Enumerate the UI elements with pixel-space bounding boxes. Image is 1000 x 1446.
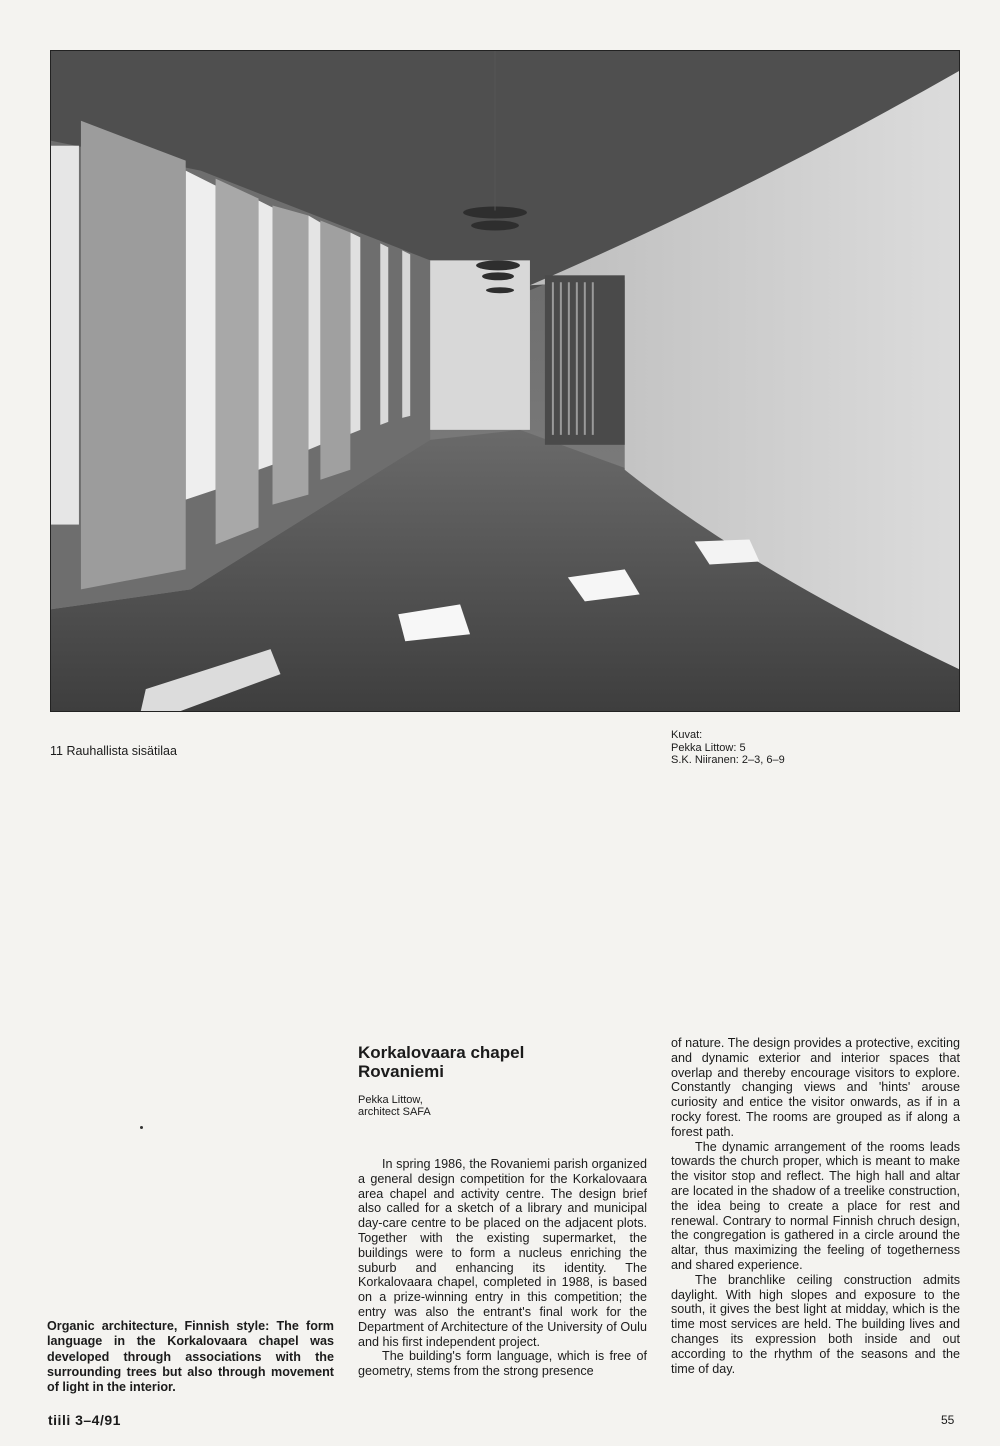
author-title: architect SAFA [358,1106,431,1118]
article-title [358,1044,648,1081]
body-column-1 [358,1157,647,1379]
interior-photo [50,50,960,712]
photo-credits [671,729,785,767]
title-line: Rovaniemi [358,1061,444,1081]
author-name: Pekka Littow, [358,1094,423,1106]
paragraph: The building's form language, which is free of geometry, stems from the strong presence [358,1349,647,1379]
paragraph: In spring 1986, the Rovaniemi parish organized a general design competition for the Korkalovaara area chapel and activity centre. The design brief also called for a sketch of a library and municipal day-care centre to be placed on the adjacent plots. Together with the existing supermarket, the buildings were to form a nucleus enriching the suburb and enhancing its identity. The Korkalovaara chapel, completed in 1988, is based on a prize-winning entry in this competition; the entry was also the entrant's final work for the Department of Architecture of the University of Oulu and his first independent project. [358,1157,647,1349]
title-line: Korkalovaara chapel [358,1043,525,1062]
body-column-2 [671,1036,960,1376]
print-speck [140,1126,143,1129]
corridor-image [51,51,959,711]
paragraph: The branchlike ceiling construction admits daylight. With high slopes and exposure to the south, it gives the best light at midday, which is the time most services are held. The building lives and changes its expression both inside and out according to the rhythm of the seasons and the time of day. [671,1272,960,1376]
paragraph: of nature. The design provides a protective, exciting and dynamic exterior and interior spaces that overlap and thereby encourage visitors to explore. Constantly changing views and 'hints' arouse curiosity and entice the visitor onwards, as if in a rocky forest. The rooms are grouped as if along a forest path. [671,1036,960,1139]
photo-caption: 11 Rauhallista sisätilaa [50,744,177,758]
journal-footer: tiili 3–4/91 [48,1412,121,1428]
credits-heading: Kuvat: [671,729,703,741]
author [358,1094,648,1118]
page-number: 55 [941,1413,955,1427]
paragraph: The dynamic arrangement of the rooms leads towards the church proper, which is meant to make the visitor stop and reflect. The high hall and altar are located in the shadow of a treelike construction, the idea being to create a place for rest and renewal. Contrary to normal Finnish chruch design, the congregation is gathered in a circle around the altar, thus maximizing the feeling of togetherness and shared experience. [671,1139,960,1272]
credit-line: Pekka Littow: 5 [671,741,746,754]
abstract: Organic architecture, Finnish style: The form language in the Korkalovaara chapel was developed through associations with the surrounding trees but also through movement of light in the interior. [47,1319,334,1395]
credit-line: S.K. Niiranen: 2–3, 6–9 [671,754,785,766]
article-header [358,1044,648,1118]
